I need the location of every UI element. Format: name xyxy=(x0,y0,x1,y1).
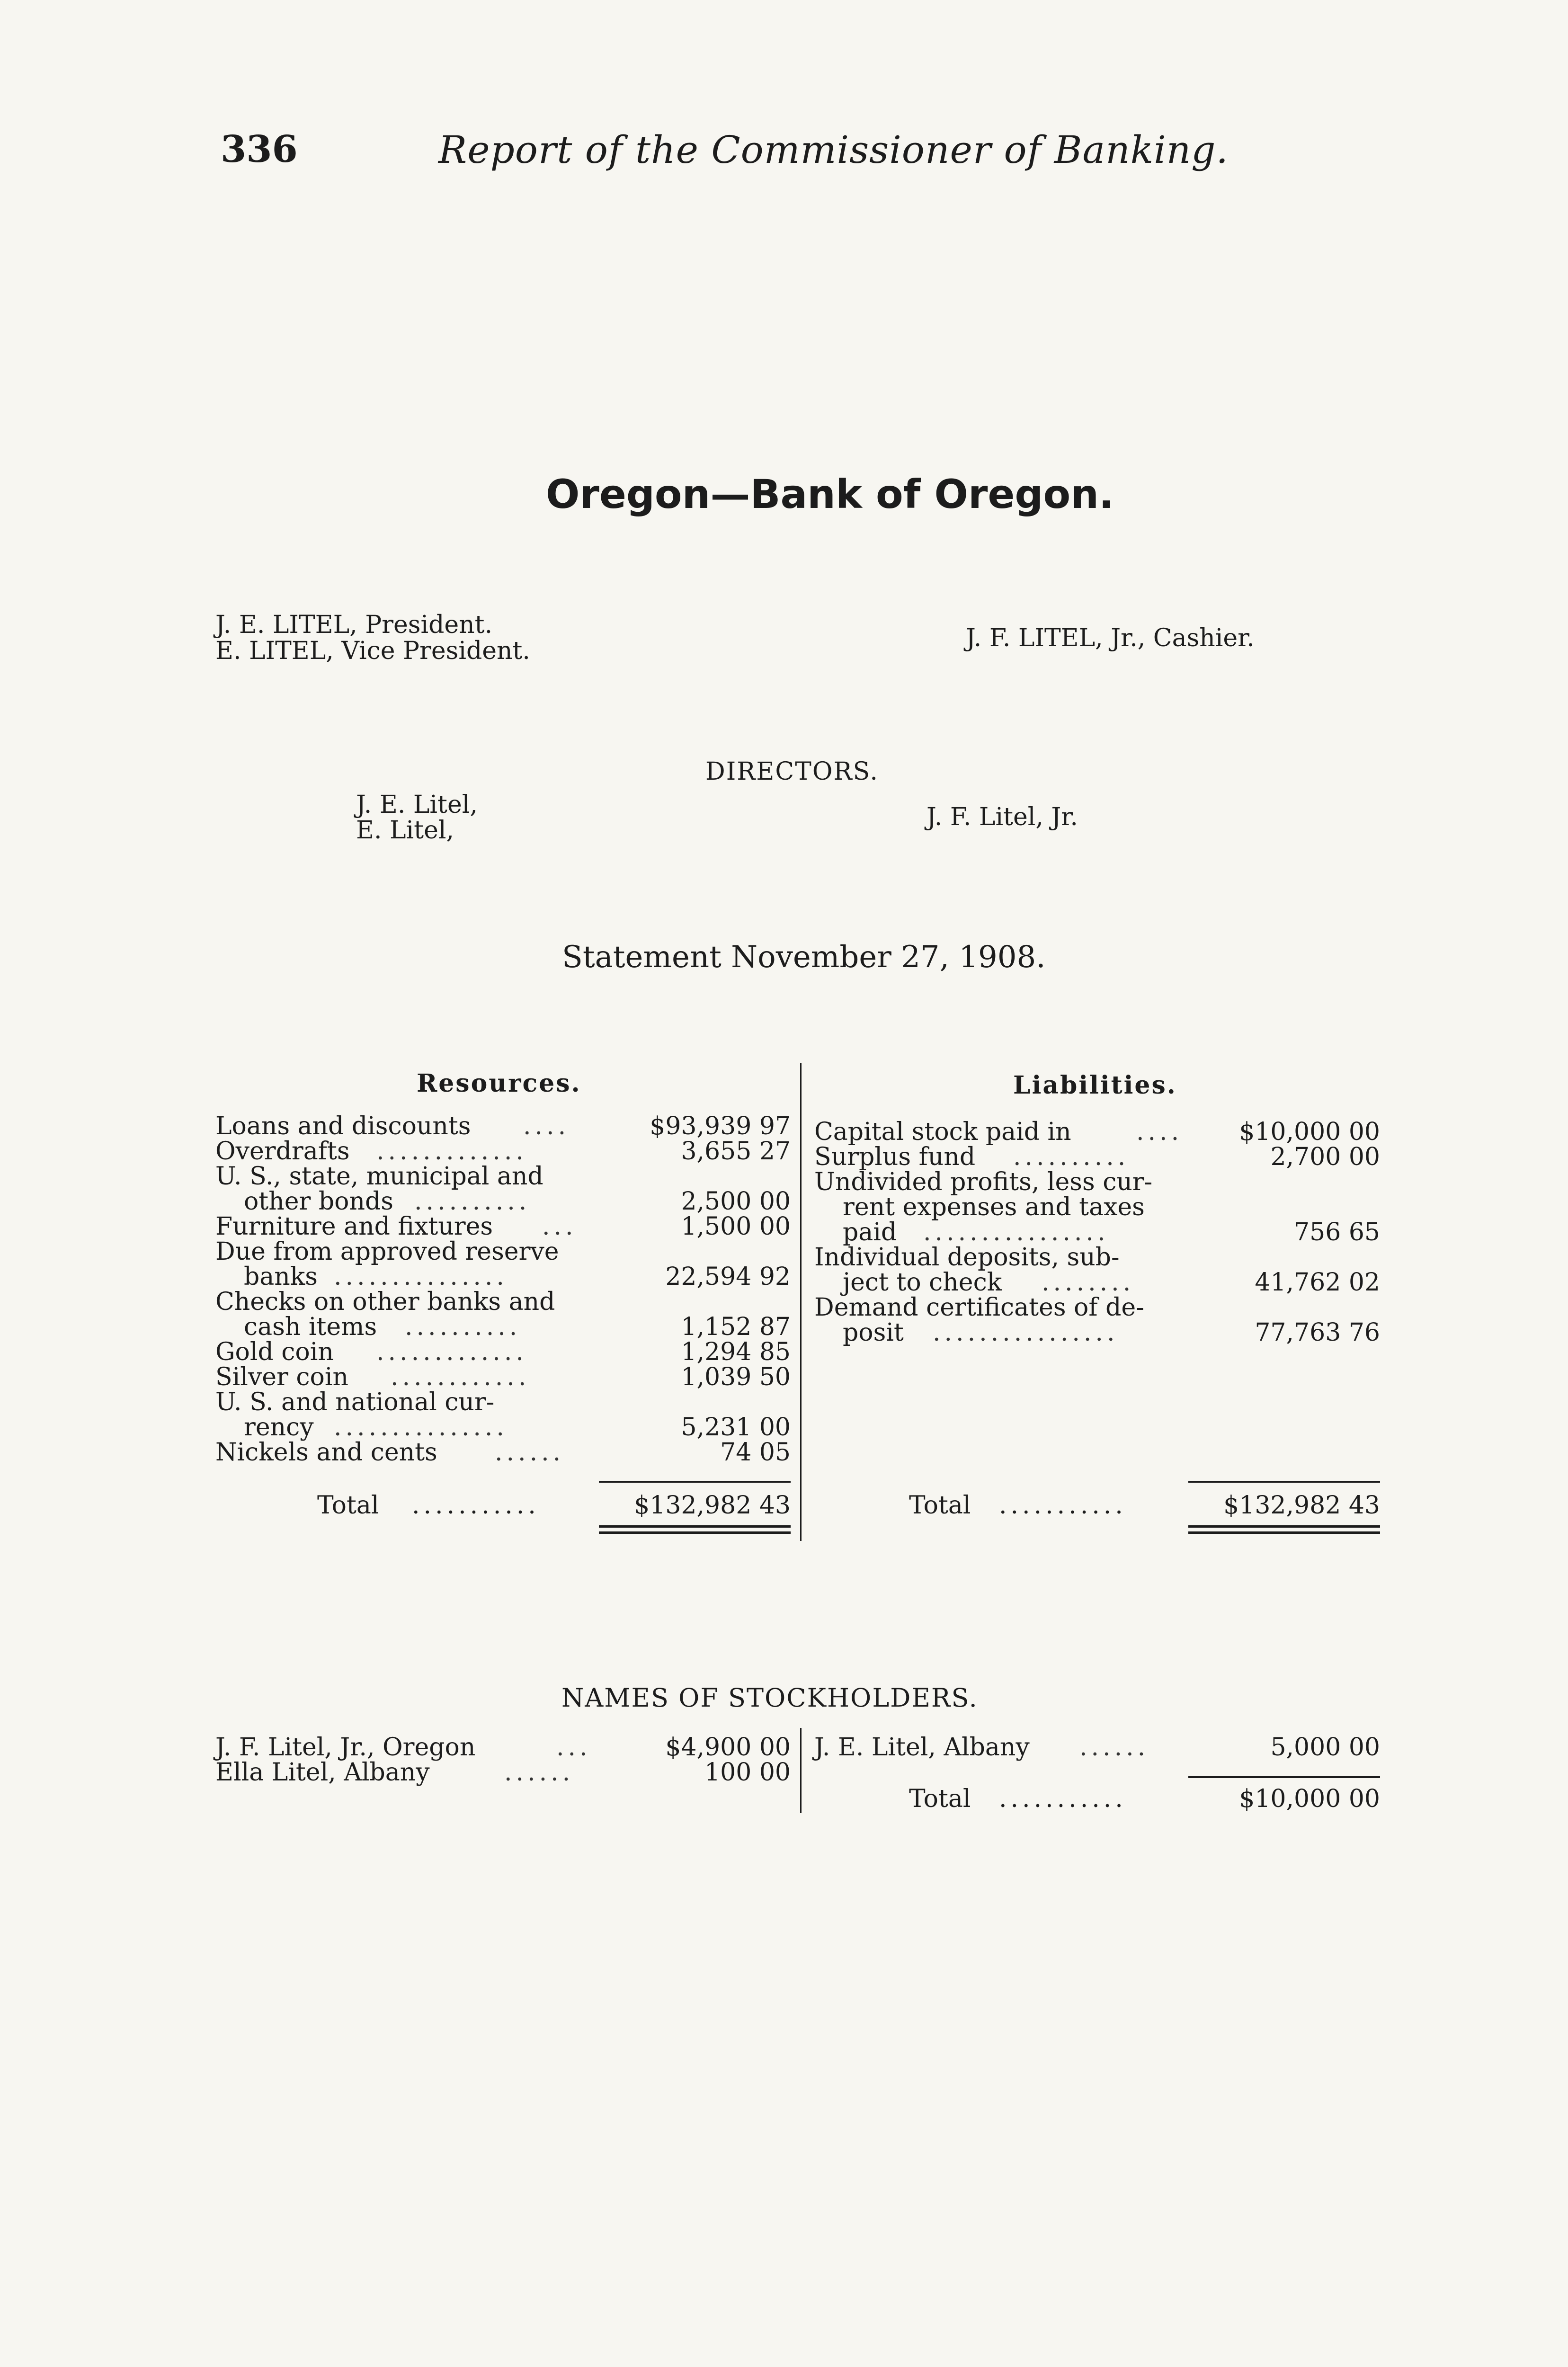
stockholders-left xyxy=(215,1735,793,1785)
resources-total-label: Total xyxy=(317,1491,379,1520)
running-title: Report of the Commissioner of Banking. xyxy=(438,128,1229,172)
row-amount: 5,000 00 xyxy=(1270,1733,1380,1762)
row-amount: $93,939 97 xyxy=(650,1112,791,1140)
row-amount: 756 65 xyxy=(1294,1218,1380,1246)
table-row xyxy=(814,1295,1382,1320)
column-divider xyxy=(800,1063,802,1541)
table-row: banks ............... 22,594 92 xyxy=(244,1263,791,1291)
row-amount: 77,763 76 xyxy=(1255,1318,1380,1347)
row-amount: 74 05 xyxy=(720,1438,791,1467)
row-label: banks xyxy=(244,1263,318,1291)
row-label: Nickels and cents xyxy=(215,1438,437,1467)
table-row: Loans and discounts .... $93,939 97 xyxy=(215,1112,791,1140)
row-label: Undivided profits, less cur- xyxy=(814,1168,1153,1196)
table-row: Nickels and cents ...... 74 05 xyxy=(215,1438,791,1467)
resources-total-double-rule xyxy=(599,1525,791,1534)
row-label: Silver coin xyxy=(215,1363,348,1391)
table-row: J. F. Litel, Jr., Oregon ... $4,900 00 xyxy=(215,1733,791,1762)
table-row: ject to check ........ 41,762 02 xyxy=(843,1268,1380,1297)
row-amount: $10,000 00 xyxy=(1239,1118,1380,1146)
liabilities-table xyxy=(814,1120,1382,1345)
row-amount: $4,900 00 xyxy=(665,1733,791,1762)
table-row xyxy=(215,1239,793,1264)
liabilities-total-rule xyxy=(1188,1481,1380,1483)
table-row xyxy=(814,1170,1382,1195)
row-amount: 3,655 27 xyxy=(681,1137,791,1166)
row-label: Individual deposits, sub- xyxy=(814,1243,1120,1272)
row-label: posit xyxy=(843,1318,904,1347)
row-label: Surplus fund xyxy=(814,1143,976,1171)
liabilities-total-amount: $132,982 43 xyxy=(1223,1491,1380,1520)
row-label: Gold coin xyxy=(215,1338,334,1366)
table-row xyxy=(215,1290,793,1315)
row-label: J. F. Litel, Jr., Oregon xyxy=(215,1733,476,1762)
table-row: Surplus fund .......... 2,700 00 xyxy=(814,1143,1380,1171)
stockholders-heading: NAMES OF STOCKHOLDERS. xyxy=(561,1683,978,1713)
table-row: Ella Litel, Albany ...... 100 00 xyxy=(215,1758,791,1787)
statement-title: Statement November 27, 1908. xyxy=(562,940,1046,975)
table-row xyxy=(215,1164,793,1189)
row-amount: 22,594 92 xyxy=(665,1263,791,1291)
row-label: Checks on other banks and xyxy=(215,1288,555,1316)
row-label: Loans and discounts xyxy=(215,1112,471,1140)
page-number: 336 xyxy=(221,128,298,171)
table-row xyxy=(215,1390,793,1415)
resources-table xyxy=(215,1114,793,1465)
row-label: other bonds xyxy=(244,1187,393,1216)
stockholders-total-label: Total xyxy=(909,1785,971,1813)
table-row: Furniture and fixtures ... 1,500 00 xyxy=(215,1212,791,1241)
row-amount: 100 00 xyxy=(704,1758,791,1787)
row-label: Overdrafts xyxy=(215,1137,350,1166)
liabilities-heading: Liabilities. xyxy=(1013,1071,1177,1100)
row-amount: 41,762 02 xyxy=(1255,1268,1380,1297)
liabilities-total-label: Total xyxy=(909,1491,971,1520)
table-row: Gold coin ............. 1,294 85 xyxy=(215,1338,791,1366)
row-label: rency xyxy=(244,1413,314,1442)
stockholders-right xyxy=(814,1735,1382,1760)
table-row xyxy=(814,1245,1382,1270)
resources-total-amount: $132,982 43 xyxy=(634,1491,791,1520)
stockholders-divider xyxy=(800,1728,802,1813)
resources-heading: Resources. xyxy=(417,1069,581,1098)
table-row xyxy=(814,1195,1382,1220)
stockholders-total-rule xyxy=(1188,1776,1380,1778)
row-amount: 2,500 00 xyxy=(681,1187,791,1216)
row-label: Capital stock paid in xyxy=(814,1118,1071,1146)
director-left-2: E. Litel, xyxy=(356,816,454,845)
row-amount: 2,700 00 xyxy=(1270,1143,1380,1171)
row-amount: 1,152 87 xyxy=(681,1313,791,1341)
liabilities-total-dots: ........... xyxy=(999,1491,1127,1520)
row-label: ject to check xyxy=(843,1268,1002,1297)
officer-president: J. E. LITEL, President. xyxy=(215,611,493,639)
officer-vice-president: E. LITEL, Vice President. xyxy=(215,637,530,665)
row-label: Demand certificates of de- xyxy=(814,1293,1144,1322)
row-label: Due from approved reserve xyxy=(215,1237,559,1266)
director-left-1: J. E. Litel, xyxy=(356,791,478,819)
liabilities-total-double-rule xyxy=(1188,1525,1380,1534)
row-label: paid xyxy=(843,1218,897,1246)
table-row: Overdrafts ............. 3,655 27 xyxy=(215,1137,791,1166)
director-right-1: J. F. Litel, Jr. xyxy=(927,803,1078,831)
row-label: J. E. Litel, Albany xyxy=(814,1733,1030,1762)
row-label: U. S. and national cur- xyxy=(215,1388,495,1416)
row-amount: 1,294 85 xyxy=(681,1338,791,1366)
row-label: Ella Litel, Albany xyxy=(215,1758,430,1787)
table-row: posit ................ 77,763 76 xyxy=(843,1318,1380,1347)
stockholders-total-dots: ........... xyxy=(999,1785,1127,1813)
row-label: Furniture and fixtures xyxy=(215,1212,493,1241)
stockholders-total-amount: $10,000 00 xyxy=(1239,1785,1380,1813)
officer-cashier: J. F. LITEL, Jr., Cashier. xyxy=(966,624,1255,652)
resources-total-rule xyxy=(599,1481,791,1483)
table-row: Capital stock paid in .... $10,000 00 xyxy=(814,1118,1380,1146)
row-amount: 1,500 00 xyxy=(681,1212,791,1241)
row-label: cash items xyxy=(244,1313,377,1341)
row-label: rent expenses and taxes xyxy=(843,1193,1145,1221)
table-row: Silver coin ............ 1,039 50 xyxy=(215,1363,791,1391)
table-row: J. E. Litel, Albany ...... 5,000 00 xyxy=(814,1733,1380,1762)
table-row: other bonds .......... 2,500 00 xyxy=(244,1187,791,1216)
table-row: cash items .......... 1,152 87 xyxy=(244,1313,791,1341)
row-amount: 5,231 00 xyxy=(681,1413,791,1442)
row-amount: 1,039 50 xyxy=(681,1363,791,1391)
bank-title: Oregon—Bank of Oregon. xyxy=(546,471,1114,517)
table-row: paid ................ 756 65 xyxy=(843,1218,1380,1246)
resources-total-dots: ........... xyxy=(412,1491,540,1520)
table-row: rency ............... 5,231 00 xyxy=(244,1413,791,1442)
directors-heading: DIRECTORS. xyxy=(705,757,879,786)
row-label: U. S., state, municipal and xyxy=(215,1162,543,1191)
